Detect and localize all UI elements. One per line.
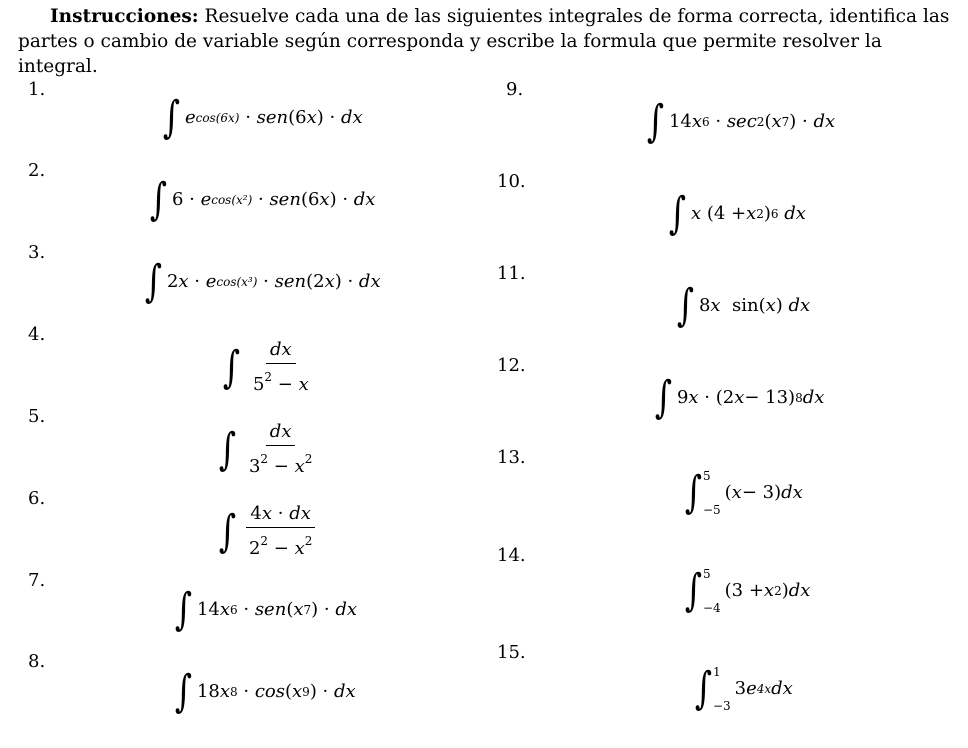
integral-expression: ∫ e cos(6x) · sen (6 x ) · dx xyxy=(162,92,363,143)
integral-expression: ∫ $\frac{4x \cdot dx}{2^2 - x^2}$ xyxy=(216,504,316,559)
problem-number: 8. xyxy=(28,651,46,672)
integral-expression: ∫ 18 x 8 · cos ( x 9 ) · dx xyxy=(174,666,356,717)
integral-expression: ∫ 1 −3 3 e 4x dx xyxy=(694,663,793,714)
integral-expression: ∫ 6 · e cos(x²) · sen (6 x ) · dx xyxy=(149,174,376,225)
instructions-label: Instrucciones: xyxy=(50,6,199,27)
problem-number: 7. xyxy=(28,570,46,591)
problem-number: 9. xyxy=(506,79,524,100)
integral-expression: ∫ 14 x 6 · sen ( x 7 ) · dx xyxy=(174,584,358,635)
integral-expression: ∫ 9 x · (2 x − 13) 8 dx xyxy=(654,372,825,423)
instructions-text: Resuelve cada una de las siguientes integrales de forma correcta, identifica las partes o cambio de variable según corresponda y escribe la formula que permite resolver la integral. xyxy=(18,6,950,77)
problem-number: 14. xyxy=(497,545,526,566)
integral-expression: ∫ $\frac{dx}{5^2 - x}$ xyxy=(222,339,309,395)
integral-expression: ∫ x (4 + x 2 ) 6 dx xyxy=(668,188,806,239)
problem-number: 10. xyxy=(497,171,526,192)
problem-number: 13. xyxy=(497,447,526,468)
problem-number: 2. xyxy=(28,160,46,181)
integral-expression: ∫ 14 x 6 · sec 2 ( x 7 ) · dx xyxy=(646,96,836,147)
problem-number: 11. xyxy=(497,263,526,284)
problem-number: 5. xyxy=(28,406,46,427)
integral-expression: ∫ 5 −4 (3 + x 2 ) dx xyxy=(684,565,811,616)
problem-number: 6. xyxy=(28,488,46,509)
integral-expression: ∫ $\frac{dx}{3^2 - x^2}$ xyxy=(218,421,313,477)
integral-expression: ∫ 5 −5 ( x − 3) dx xyxy=(684,467,803,518)
problem-number: 15. xyxy=(497,642,526,663)
problem-number: 3. xyxy=(28,242,46,263)
problem-number: 12. xyxy=(497,355,526,376)
integral-expression: ∫ 8 x sin( x ) dx xyxy=(676,280,811,331)
problem-number: 1. xyxy=(28,79,46,100)
instructions-paragraph xyxy=(18,4,958,79)
problem-number: 4. xyxy=(28,324,46,345)
integral-expression: ∫ 2 x · e cos(x³) · sen (2 x ) · dx xyxy=(144,256,381,307)
